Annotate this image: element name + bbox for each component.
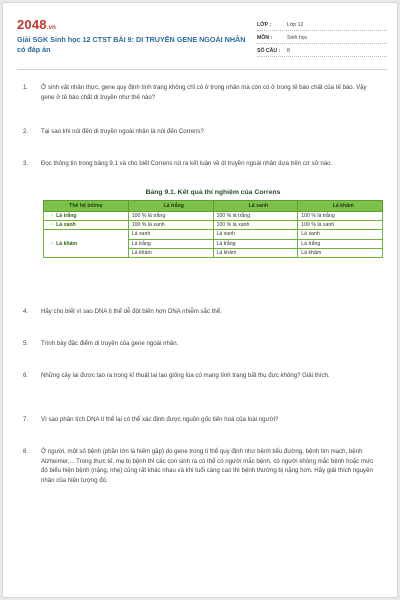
table-header-cell [128,201,213,212]
table-row [44,212,383,221]
question-item [23,415,383,425]
site-logo[interactable] [17,17,56,32]
question-item [23,127,383,137]
question-item [23,339,383,349]
question-text: Ở sinh vật nhân thực, gene quy định tính trạng không chỉ có ở trong nhân mà còn có ở trong tế bào chất của tế bào. Vậy gene ở tế bào chất di truyền như thế nào? [41,84,367,101]
leaf-icon: ♂ [326,203,331,209]
results-table [43,200,383,258]
question-item [23,83,383,102]
meta-key: MÔN : [257,35,273,41]
table-cell: 100 % lá xanh [298,221,383,230]
cell-text: Lá xanh [56,222,76,229]
table-cell: 100 % lá trắng [213,212,298,221]
table-header-row [44,201,383,212]
page-header [17,15,387,65]
meta-row-count [257,45,387,57]
table-row [44,230,383,239]
question-text: Đọc thông tin trong bảng 9.1 và cho biết Correns rút ra kết luận về di truyền ngoài nhân dựa trên cơ sở nào. [41,160,333,167]
table-row [44,221,383,230]
question-item [23,371,383,381]
question-text: Vì sao phân tích DNA ti thể lại có thể xác định được nguồn gốc tiến hoá của loài người? [41,416,279,423]
meta-key: LỚP : [257,22,272,28]
question-number: 1. [23,84,29,91]
question-text: Hãy cho biết vì sao DNA ti thể dễ đột biến hơn DNA nhiễm sắc thể. [41,308,222,315]
header-label: Lá xanh [248,203,269,209]
logo-main: 2048 [17,17,47,32]
question-number: 2. [23,128,29,135]
cell-text: Lá trắng [56,213,77,220]
table-cell-parent [44,212,129,221]
header-label: Lá khảm [332,203,354,209]
table-cell: Lá xanh [128,230,213,239]
table-cell: Lá trắng [128,239,213,248]
table-cell: Lá trắng [298,239,383,248]
header-label: Thế hệ bố/mẹ [69,203,103,209]
question-number: 4. [23,308,29,315]
table-cell-parent [44,221,129,230]
meta-value: Sinh học [287,35,308,41]
question-text: Trình bày đặc điểm di truyền của gene ngoài nhân. [41,340,179,347]
leaf-icon: ♂ [157,203,162,209]
logo-suffix: .vn [46,25,57,31]
cell-text: Lá khảm [56,240,78,247]
table-cell: Lá xanh [298,230,383,239]
table-cell: Lá trắng [213,239,298,248]
table-cell: 100 % lá xanh [128,221,213,230]
question-text: Tại sao khi nói đến di truyền ngoài nhân là nói đến Correns? [41,128,204,135]
table-cell: Lá khảm [213,248,298,257]
question-text: Ở người, một số bệnh (phần lớn là hiếm gặp) do gene trong ti thể quy định như bệnh tiểu đường, bệnh tim mạch, bệnh Alzheimer,... Trong thực tế, mẹ bị bệnh thì các con sinh ra có thể có người mắc bệnh, có người không mắc bệnh hoặc mức độ biểu hiện bệnh (nặng, nhẹ) cũng rất khác nhau và khi tuổi càng cao thì bệnh thường bị nặng hơn. Hãy giải thích nguyên nhân của hiện tượng đó. [41,448,374,484]
question-number: 8. [23,448,29,455]
table-cell: 100 % lá trắng [128,212,213,221]
meta-value: 8 [287,48,290,54]
meta-row-class [257,19,387,31]
document-title: Giải SGK Sinh học 12 CTST BÀI 9: DI TRUYỀN GENE NGOÀI NHÂN có đáp án [17,35,246,54]
leaf-icon: ♀ [50,222,55,229]
question-text: Những cây lai được tạo ra trong kĩ thuật lai tạo giống lúa có mang tính trạng bất thụ đực không? Giải thích. [41,372,330,379]
table-cell: Lá khảm [298,248,383,257]
question-item [23,307,383,317]
document-page [2,2,398,598]
leaf-icon: ♀ [50,240,55,247]
meta-key: SỐ CÂU : [257,48,281,54]
question-item [23,447,383,485]
question-item [23,159,383,169]
leaf-icon: ♀ [50,213,55,220]
table-cell-parent [44,230,129,258]
table-header-cell [213,201,298,212]
table-cell: Lá xanh [213,230,298,239]
question-number: 6. [23,372,29,379]
header-divider [17,69,387,70]
table-header-cell [44,201,129,212]
table-caption: Bảng 9.1. Kết quả thí nghiệm của Correns [145,189,281,196]
header-label: Lá trắng [163,203,184,209]
leaf-icon: ♂ [242,203,247,209]
table-cell: 100 % lá xanh [213,221,298,230]
meta-value: Lớp 12 [287,22,304,28]
question-number: 7. [23,416,29,423]
meta-row-subject [257,32,387,44]
meta-info [257,19,387,58]
table-cell: Lá khảm [128,248,213,257]
table-cell: 100 % lá trắng [298,212,383,221]
question-number: 5. [23,340,29,347]
question-number: 3. [23,160,29,167]
table-header-cell [298,201,383,212]
